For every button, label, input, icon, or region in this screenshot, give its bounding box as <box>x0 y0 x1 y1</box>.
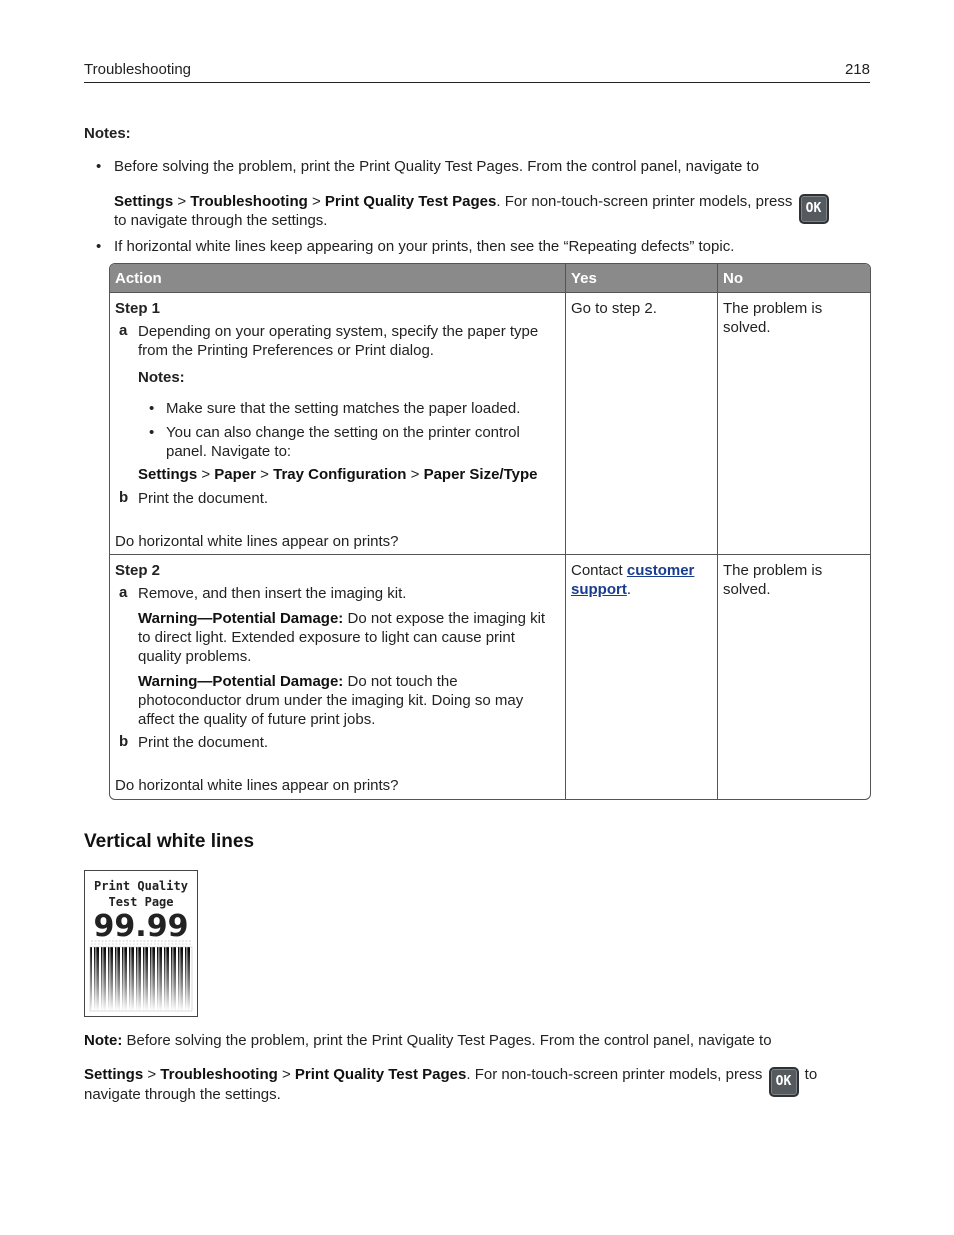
step-2-title: Step 2 <box>115 562 161 579</box>
path-settings: Settings <box>114 193 174 210</box>
step-1-question: Do horizontal white lines appear on prints? <box>115 533 399 550</box>
table-header <box>110 264 870 292</box>
step-1-note-2: • You can also change the setting on the printer control panel. Navigate to: <box>166 423 561 461</box>
header-title: Troubleshooting <box>84 61 192 78</box>
notes-bullet-1: • Before solving the problem, print the Print Quality Test Pages. From the control panel, navigate to <box>114 157 874 176</box>
section-title: Vertical white lines <box>84 831 255 852</box>
step-1-notes-label: Notes: <box>138 369 185 386</box>
step-2-b-marker: b <box>119 733 129 750</box>
step-2-a-marker: a <box>119 584 128 601</box>
header-no: No <box>723 270 743 287</box>
step-1-a-marker: a <box>119 322 128 339</box>
path-troubleshooting: Troubleshooting <box>190 193 308 210</box>
page-header <box>84 60 870 83</box>
step-2-warning-2: Warning—Potential Damage: Do not touch the photoconductor drum under the imaging kit. Doing so may affect the quality of future print jobs. <box>138 673 524 728</box>
print-quality-test-page-thumbnail <box>84 870 198 1017</box>
test-page-illustration <box>85 871 197 1016</box>
page-number: 218 <box>844 61 870 78</box>
header-action: Action <box>115 270 162 287</box>
ok-button-icon: OK <box>769 1067 799 1097</box>
row-divider <box>110 292 870 293</box>
step-1-nav-path: Settings > Paper > Tray Configuration > Paper Size/Type <box>138 466 538 483</box>
path-print-quality-test-pages: Print Quality Test Pages <box>324 193 497 210</box>
thumb-line-2: Test Page <box>108 895 174 909</box>
column-divider <box>717 264 718 799</box>
bottom-note: Note: Before solving the problem, print the Print Quality Test Pages. From the control panel, navigate to <box>84 1032 772 1049</box>
step-2-a-text: Remove, and then insert the imaging kit. <box>138 585 407 602</box>
notes-bullet-1-end: to navigate through the settings. <box>114 212 328 229</box>
step-2-question: Do horizontal white lines appear on prints? <box>115 777 399 794</box>
step-2-b-text: Print the document. <box>138 734 269 751</box>
ok-button-icon: OK <box>799 194 829 224</box>
bottom-note-end: navigate through the settings. <box>84 1086 281 1103</box>
header-yes: Yes <box>571 270 597 287</box>
step-2-no: The problem is solved. <box>723 562 823 598</box>
column-divider <box>565 264 566 799</box>
step-1-a-text: Depending on your operating system, specify the paper type from the Printing Preferences or Print dialog. <box>138 323 539 359</box>
step-1-no: The problem is solved. <box>723 300 823 336</box>
step-1-title: Step 1 <box>115 300 161 317</box>
troubleshooting-table <box>109 263 871 800</box>
step-1-b-text: Print the document. <box>138 490 269 507</box>
step-2-yes: Contact customer support. <box>571 562 695 598</box>
notes-bullet-1-path: Settings > Troubleshooting > Print Quality Test Pages. For non-touch-screen printer models, press OK <box>114 192 874 224</box>
notes-label: Notes: <box>84 125 131 142</box>
row-divider <box>110 554 870 555</box>
bottom-note-path: Settings > Troubleshooting > Print Quality Test Pages. For non-touch-screen printer models, press OK to <box>84 1065 874 1097</box>
step-1-note-1: • Make sure that the setting matches the paper loaded. <box>166 399 561 418</box>
notes-bullet-2: • If horizontal white lines keep appearing on your prints, then see the “Repeating defects” topic. <box>114 237 874 256</box>
step-1-b-marker: b <box>119 489 129 506</box>
thumb-line-1: Print Quality <box>94 879 188 893</box>
bottom-note-label: Note: <box>84 1032 123 1049</box>
customer-support-link[interactable]: customer support <box>571 562 695 598</box>
thumb-number: 99.99 <box>93 909 189 944</box>
step-1-yes: Go to step 2. <box>571 300 657 317</box>
step-2-warning-1: Warning—Potential Damage: Do not expose the imaging kit to direct light. Extended exposure to light can cause print quality problems. <box>138 610 546 665</box>
